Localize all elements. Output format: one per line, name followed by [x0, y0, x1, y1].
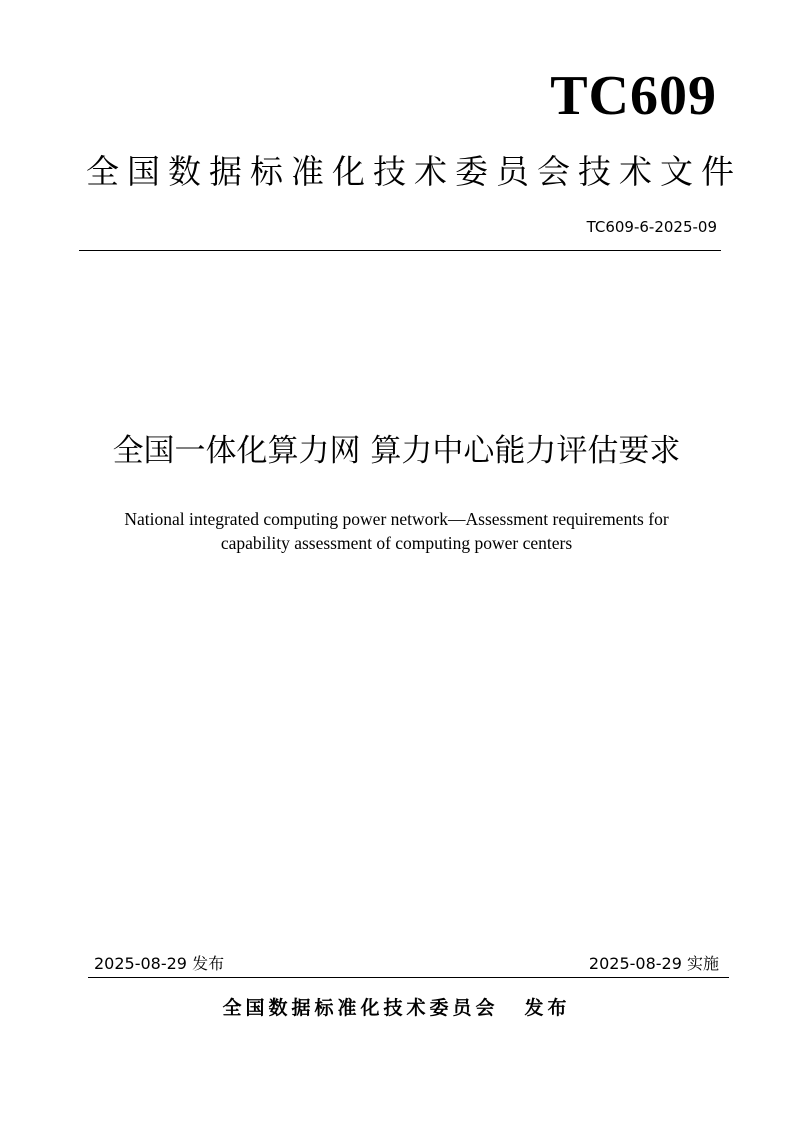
chinese-title: 全国一体化算力网 算力中心能力评估要求	[112, 433, 681, 469]
publisher-action: 发布	[524, 997, 571, 1019]
header-divider	[79, 250, 721, 251]
footer-divider	[88, 977, 729, 978]
english-title-line-2: capability assessment of computing power centers	[220, 533, 573, 553]
publish-date: 2025-08-29 发布	[94, 954, 225, 973]
document-type-heading: 全国数据标准化技术委员会技术文件	[86, 152, 742, 191]
publisher-name: 全国数据标准化技术委员会	[222, 997, 499, 1019]
english-title-line-1: National integrated computing power network—Assessment requirements for	[124, 509, 669, 529]
publisher-line	[0, 993, 793, 1023]
committee-code: TC609	[550, 65, 717, 127]
implementation-date: 2025-08-29 实施	[588, 954, 719, 973]
english-title	[80, 507, 713, 555]
document-number: TC609-6-2025-09	[586, 218, 717, 236]
